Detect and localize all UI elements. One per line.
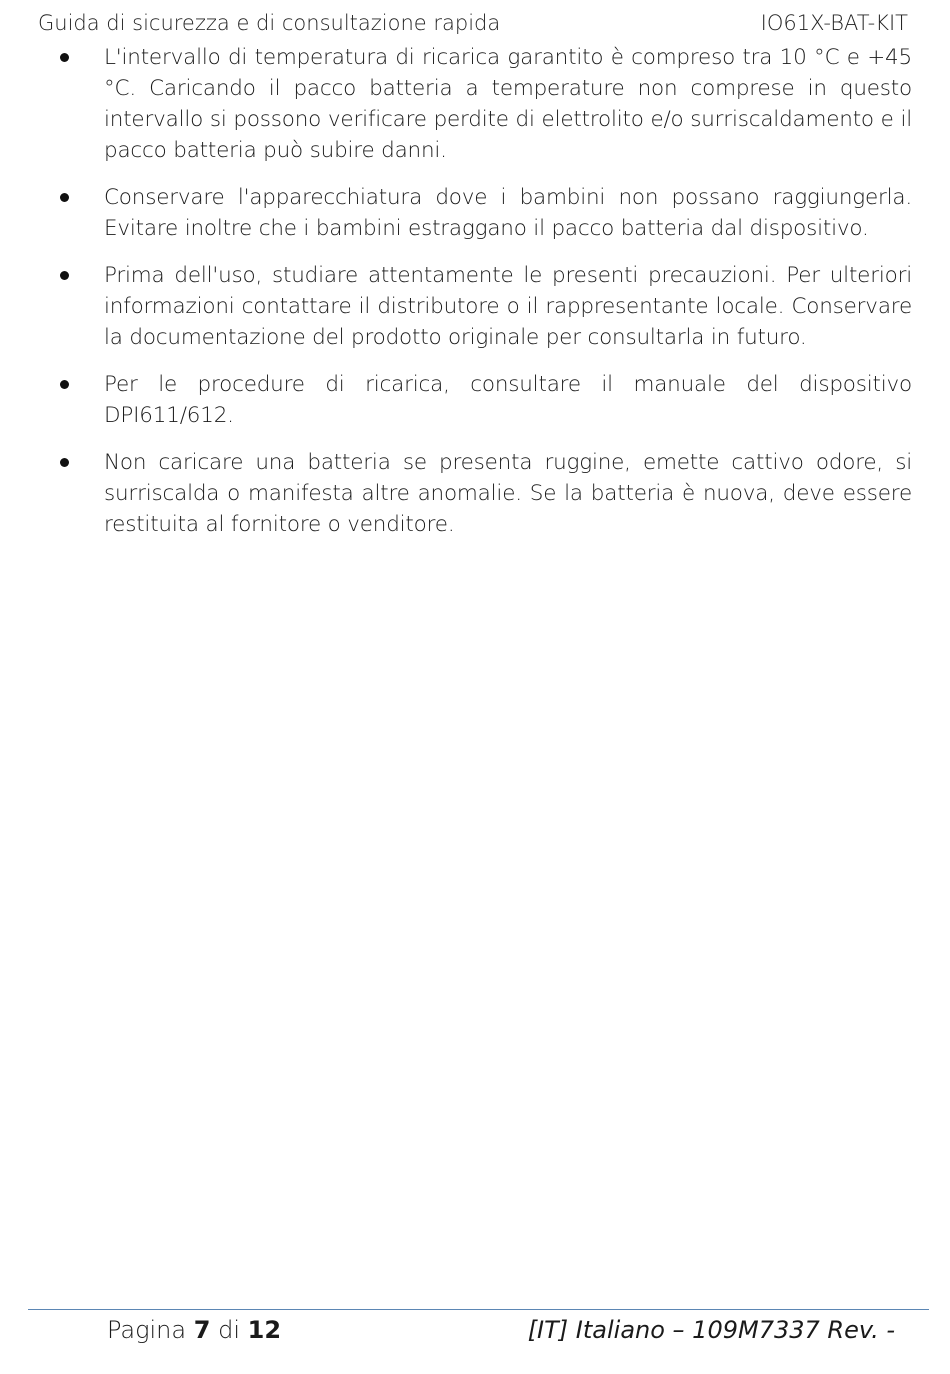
safety-precautions-list (58, 42, 912, 556)
list-item (58, 182, 912, 244)
list-item-text: Non caricare una batteria se presenta ruggine, emette cattivo odore, si surriscalda o manifesta altre anomalie. Se la batteria è nuova, deve essere restituita al fornitore o venditore. (104, 450, 912, 537)
page-of: di (218, 1316, 240, 1344)
bullet-icon (60, 193, 69, 202)
list-item-text: Prima dell'uso, studiare attentamente le presenti precauzioni. Per ulteriori informazioni contattare il distributore o il rappresentante locale. Conservare la documentazione del prodotto originale per consultarla in futuro. (104, 263, 912, 350)
page-total: 12 (247, 1316, 282, 1344)
bullet-icon (60, 458, 69, 467)
bullet-icon (60, 271, 69, 280)
page-label: Pagina (107, 1316, 187, 1344)
footer-divider (28, 1309, 929, 1310)
list-item (58, 260, 912, 353)
page-footer (107, 1312, 895, 1348)
page-header (38, 8, 908, 38)
bullet-icon (60, 53, 69, 62)
list-item-text: L'intervallo di temperatura di ricarica garantito è compreso tra 10 °C e +45 °C. Caricando il pacco batteria a temperature non comprese in questo intervallo si possono verificare perdite di elettrolito e/o surriscaldamento e il pacco batteria può subire danni. (104, 45, 912, 163)
page-current: 7 (193, 1316, 211, 1344)
list-item (58, 369, 912, 431)
list-item (58, 447, 912, 540)
document-title: Guida di sicurezza e di consultazione rapida (38, 11, 501, 35)
list-item (58, 42, 912, 166)
bullet-icon (60, 380, 69, 389)
page-number (107, 1312, 281, 1348)
document-code: IO61X-BAT-KIT (760, 11, 908, 35)
list-item-text: Per le procedure di ricarica, consultare il manuale del dispositivo DPI611/612. (104, 372, 912, 428)
list-item-text: Conservare l'apparecchiatura dove i bambini non possano raggiungerla. Evitare inoltre che i bambini estraggano il pacco batteria dal dispositivo. (104, 185, 912, 241)
document-reference: [IT] Italiano – 109M7337 Rev. - (527, 1316, 895, 1344)
